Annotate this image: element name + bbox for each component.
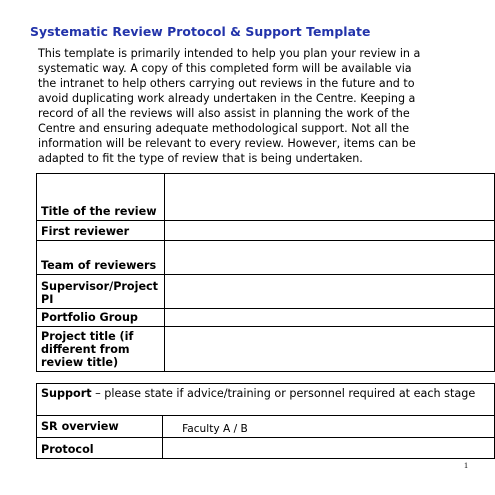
table-row xyxy=(37,275,495,309)
page-number: 1 xyxy=(464,461,468,470)
support-description: – please state if advice/training or personnel required at each stage xyxy=(91,387,476,400)
portfolio-group-label: Portfolio Group xyxy=(37,309,165,327)
sr-overview-label: SR overview xyxy=(37,416,163,438)
table-row xyxy=(37,241,495,275)
table-row xyxy=(37,384,495,416)
protocol-field[interactable] xyxy=(163,438,495,459)
table-row xyxy=(37,309,495,327)
title-of-review-field[interactable] xyxy=(164,174,494,221)
support-table xyxy=(36,383,495,459)
supervisor-label: Supervisor/Project PI xyxy=(37,275,165,309)
support-label: Support xyxy=(41,387,92,400)
table-row xyxy=(37,327,495,372)
intro-paragraph: This template is primarily intended to help you plan your review in a systematic way. A copy of this completed form will be available via the intranet to help others carrying out reviews in the future and to avoid duplicating work already undertaken in the Centre. Keeping a record of all the reviews will also assist in planning the work of the Centre and ensuring adequate methodological support. Not all the information will be relevant to every review. However, items can be adapted to fit the type of review that is being undertaken. xyxy=(38,47,421,165)
first-reviewer-field[interactable] xyxy=(164,221,494,241)
title-of-review-label: Title of the review xyxy=(37,174,165,221)
portfolio-group-field[interactable] xyxy=(164,309,494,327)
table-row xyxy=(37,416,495,438)
project-title-label: Project title (if different from review title) xyxy=(37,327,165,372)
protocol-label: Protocol xyxy=(37,438,163,459)
first-reviewer-label: First reviewer xyxy=(37,221,165,241)
supervisor-field[interactable] xyxy=(164,275,494,309)
table-row xyxy=(37,438,495,459)
project-title-field[interactable] xyxy=(164,327,494,372)
document-title: Systematic Review Protocol & Support Template xyxy=(30,24,371,39)
sr-overview-field[interactable]: Faculty A / B xyxy=(163,416,495,438)
team-of-reviewers-label: Team of reviewers xyxy=(37,241,165,275)
review-details-table xyxy=(36,173,495,372)
support-header xyxy=(37,384,495,416)
table-row xyxy=(37,221,495,241)
table-row xyxy=(37,174,495,221)
team-of-reviewers-field[interactable] xyxy=(164,241,494,275)
